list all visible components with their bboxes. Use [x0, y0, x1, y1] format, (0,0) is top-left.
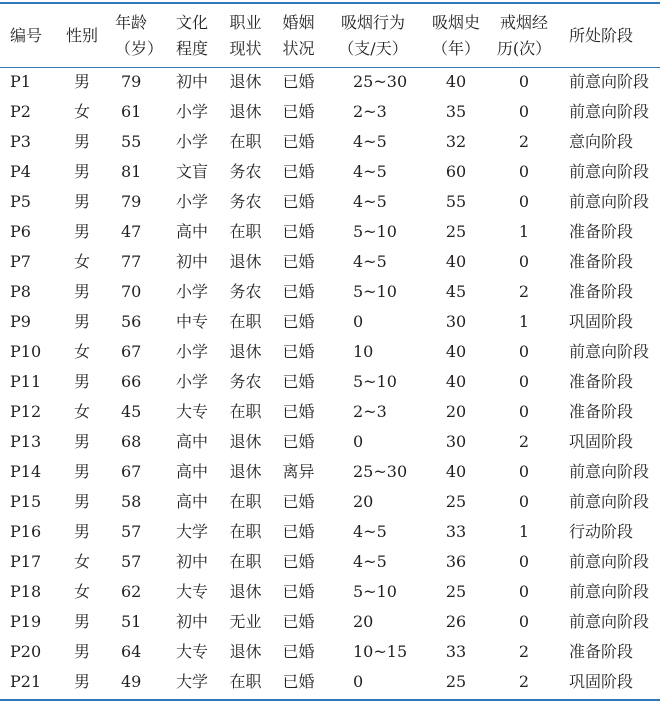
cell-occupation: 在职	[229, 492, 262, 511]
cell-education: 中专	[175, 312, 208, 331]
cell-stage: 前意向阶段	[569, 612, 650, 631]
header-quit	[491, 4, 557, 67]
cell-quit: 2	[518, 282, 530, 301]
cell-marital: 已婚	[282, 72, 315, 91]
cell-marital: 已婚	[282, 612, 315, 631]
header-quit-line1: 戒烟经	[499, 12, 548, 32]
header-marital	[272, 4, 325, 67]
cell-marital: 已婚	[282, 432, 315, 451]
header-history-line1: 吸烟史	[431, 12, 480, 32]
cell-occupation: 务农	[229, 372, 262, 391]
cell-history: 25	[445, 492, 467, 511]
cell-smoking: 2~3	[353, 102, 387, 121]
cell-education: 大专	[175, 402, 208, 421]
cell-quit: 0	[518, 492, 530, 511]
cell-sex: 男	[73, 282, 90, 301]
cell-smoking: 4~5	[353, 192, 387, 211]
cell-id: P1	[10, 72, 31, 91]
cell-smoking: 10	[353, 342, 374, 361]
cell-occupation: 在职	[229, 522, 262, 541]
cell-quit: 2	[518, 132, 530, 151]
cell-history: 40	[445, 372, 467, 391]
table-row	[0, 277, 660, 307]
cell-smoking: 20	[353, 492, 374, 511]
cell-marital: 已婚	[282, 282, 315, 301]
cell-quit: 2	[518, 672, 530, 691]
cell-smoking: 10~15	[353, 642, 408, 661]
cell-education: 小学	[175, 102, 208, 121]
cell-quit: 0	[518, 252, 530, 271]
header-row	[0, 4, 660, 67]
cell-age: 58	[121, 492, 142, 511]
cell-history: 40	[445, 72, 467, 91]
cell-history: 20	[445, 402, 467, 421]
cell-id: P14	[10, 462, 42, 481]
cell-quit: 0	[518, 342, 530, 361]
table-row	[0, 337, 660, 367]
cell-occupation: 无业	[229, 612, 262, 631]
table-row	[0, 607, 660, 637]
cell-id: P15	[10, 492, 42, 511]
cell-education: 大学	[175, 672, 208, 691]
cell-occupation: 退休	[229, 432, 262, 451]
cell-quit: 0	[518, 192, 530, 211]
cell-id: P2	[10, 102, 31, 121]
cell-marital: 已婚	[282, 372, 315, 391]
header-age	[109, 4, 165, 67]
cell-quit: 2	[518, 642, 530, 661]
cell-quit: 0	[518, 552, 530, 571]
cell-sex: 女	[73, 402, 90, 421]
cell-age: 57	[121, 522, 142, 541]
cell-age: 55	[121, 132, 142, 151]
cell-sex: 男	[73, 162, 90, 181]
cell-age: 67	[121, 342, 142, 361]
header-occupation-line2: 现状	[229, 38, 262, 58]
cell-age: 61	[121, 102, 142, 121]
cell-history: 25	[445, 672, 467, 691]
cell-id: P18	[10, 582, 42, 601]
cell-stage: 前意向阶段	[569, 342, 650, 361]
cell-stage: 前意向阶段	[569, 72, 650, 91]
cell-sex: 女	[73, 102, 90, 121]
cell-occupation: 在职	[229, 222, 262, 241]
cell-quit: 1	[518, 522, 530, 541]
cell-education: 小学	[175, 342, 208, 361]
cell-history: 60	[445, 162, 467, 181]
cell-id: P10	[10, 342, 42, 361]
cell-smoking: 0	[353, 312, 364, 331]
cell-education: 小学	[175, 192, 208, 211]
cell-quit: 0	[518, 402, 530, 421]
cell-history: 26	[445, 612, 467, 631]
cell-stage: 前意向阶段	[569, 462, 650, 481]
header-smoking	[325, 4, 421, 67]
table-row	[0, 517, 660, 547]
cell-marital: 已婚	[282, 552, 315, 571]
cell-stage: 巩固阶段	[569, 312, 634, 331]
cell-id: P12	[10, 402, 42, 421]
table-row	[0, 397, 660, 427]
cell-quit: 0	[518, 102, 530, 121]
cell-education: 高中	[175, 432, 208, 451]
cell-smoking: 0	[353, 432, 364, 451]
cell-marital: 已婚	[282, 492, 315, 511]
cell-education: 初中	[175, 612, 208, 631]
cell-sex: 男	[73, 222, 90, 241]
cell-sex: 男	[73, 462, 90, 481]
cell-age: 47	[121, 222, 142, 241]
cell-stage: 准备阶段	[569, 372, 634, 391]
cell-quit: 0	[518, 582, 530, 601]
cell-marital: 已婚	[282, 102, 315, 121]
cell-id: P7	[10, 252, 31, 271]
cell-occupation: 在职	[229, 132, 262, 151]
cell-history: 55	[445, 192, 467, 211]
cell-stage: 前意向阶段	[569, 582, 650, 601]
cell-history: 30	[445, 432, 467, 451]
cell-stage: 前意向阶段	[569, 162, 650, 181]
cell-occupation: 退休	[229, 102, 262, 121]
cell-stage: 行动阶段	[569, 522, 634, 541]
table-row	[0, 367, 660, 397]
cell-occupation: 退休	[229, 72, 262, 91]
cell-quit: 0	[518, 72, 530, 91]
cell-occupation: 务农	[229, 282, 262, 301]
header-education-line2: 程度	[175, 38, 208, 58]
header-history-line2: （年）	[431, 38, 480, 58]
table-row	[0, 487, 660, 517]
cell-sex: 男	[73, 72, 90, 91]
cell-age: 62	[121, 582, 142, 601]
table-row	[0, 427, 660, 457]
cell-smoking: 0	[353, 672, 364, 691]
cell-id: P17	[10, 552, 42, 571]
cell-history: 35	[445, 102, 467, 121]
header-marital-line2: 状况	[282, 38, 315, 58]
cell-marital: 已婚	[282, 312, 315, 331]
cell-smoking: 25~30	[353, 462, 408, 481]
table-row	[0, 217, 660, 247]
header-smoking-line2: （支/天）	[338, 38, 408, 58]
table-row	[0, 667, 660, 697]
cell-occupation: 退休	[229, 252, 262, 271]
cell-marital: 已婚	[282, 132, 315, 151]
cell-sex: 男	[73, 312, 90, 331]
cell-quit: 0	[518, 462, 530, 481]
cell-education: 初中	[175, 252, 208, 271]
cell-education: 高中	[175, 222, 208, 241]
cell-marital: 已婚	[282, 642, 315, 661]
cell-id: P6	[10, 222, 31, 241]
header-history	[421, 4, 491, 67]
cell-history: 33	[445, 642, 467, 661]
cell-education: 小学	[175, 132, 208, 151]
header-occupation	[219, 4, 272, 67]
cell-stage: 意向阶段	[569, 132, 634, 151]
cell-occupation: 退休	[229, 462, 262, 481]
cell-stage: 准备阶段	[569, 642, 634, 661]
cell-sex: 男	[73, 612, 90, 631]
cell-smoking: 4~5	[353, 552, 387, 571]
cell-history: 30	[445, 312, 467, 331]
cell-occupation: 在职	[229, 552, 262, 571]
cell-age: 64	[121, 642, 142, 661]
table-row	[0, 157, 660, 187]
cell-marital: 已婚	[282, 162, 315, 181]
cell-quit: 1	[518, 312, 530, 331]
cell-history: 40	[445, 342, 467, 361]
cell-age: 68	[121, 432, 142, 451]
table-row	[0, 547, 660, 577]
cell-history: 33	[445, 522, 467, 541]
table-row	[0, 67, 660, 97]
header-education	[165, 4, 219, 67]
cell-marital: 已婚	[282, 582, 315, 601]
table-body	[0, 67, 660, 697]
cell-sex: 男	[73, 372, 90, 391]
cell-history: 25	[445, 222, 467, 241]
header-occupation-line1: 职业	[229, 12, 262, 32]
cell-age: 57	[121, 552, 142, 571]
cell-quit: 0	[518, 162, 530, 181]
cell-smoking: 4~5	[353, 132, 387, 151]
cell-id: P16	[10, 522, 42, 541]
cell-occupation: 在职	[229, 312, 262, 331]
cell-stage: 前意向阶段	[569, 492, 650, 511]
cell-education: 文盲	[175, 162, 208, 181]
cell-smoking: 5~10	[353, 372, 397, 391]
cell-sex: 男	[73, 492, 90, 511]
header-quit-line2: 历(次）	[496, 38, 552, 58]
cell-sex: 女	[73, 342, 90, 361]
cell-education: 小学	[175, 282, 208, 301]
cell-age: 56	[121, 312, 142, 331]
cell-stage: 巩固阶段	[569, 432, 634, 451]
cell-id: P8	[10, 282, 31, 301]
cell-sex: 女	[73, 582, 90, 601]
header-smoking-line1: 吸烟行为	[340, 12, 405, 32]
cell-marital: 已婚	[282, 522, 315, 541]
cell-quit: 0	[518, 372, 530, 391]
table-row	[0, 577, 660, 607]
cell-history: 45	[445, 282, 467, 301]
cell-age: 79	[121, 72, 142, 91]
cell-smoking: 5~10	[353, 582, 397, 601]
cell-occupation: 退休	[229, 642, 262, 661]
cell-smoking: 2~3	[353, 402, 387, 421]
cell-marital: 已婚	[282, 222, 315, 241]
cell-age: 77	[121, 252, 142, 271]
cell-age: 70	[121, 282, 142, 301]
cell-education: 小学	[175, 372, 208, 391]
cell-age: 45	[121, 402, 142, 421]
cell-stage: 前意向阶段	[569, 192, 650, 211]
cell-stage: 前意向阶段	[569, 552, 650, 571]
cell-stage: 前意向阶段	[569, 102, 650, 121]
cell-smoking: 20	[353, 612, 374, 631]
cell-sex: 男	[73, 132, 90, 151]
cell-marital: 已婚	[282, 252, 315, 271]
cell-sex: 女	[73, 252, 90, 271]
cell-stage: 准备阶段	[569, 222, 634, 241]
cell-occupation: 退休	[229, 582, 262, 601]
cell-education: 大学	[175, 522, 208, 541]
cell-smoking: 5~10	[353, 282, 397, 301]
cell-sex: 男	[73, 192, 90, 211]
cell-education: 大专	[175, 642, 208, 661]
cell-smoking: 4~5	[353, 252, 387, 271]
table-row	[0, 187, 660, 217]
cell-marital: 已婚	[282, 672, 315, 691]
cell-occupation: 务农	[229, 192, 262, 211]
cell-marital: 已婚	[282, 402, 315, 421]
table-row	[0, 457, 660, 487]
cell-quit: 0	[518, 612, 530, 631]
cell-id: P9	[10, 312, 31, 331]
table-header	[0, 4, 660, 67]
header-education-line1: 文化	[175, 12, 208, 32]
cell-id: P11	[10, 372, 42, 391]
cell-occupation: 退休	[229, 342, 262, 361]
cell-stage: 准备阶段	[569, 402, 634, 421]
cell-quit: 2	[518, 432, 530, 451]
header-sex: 性别	[65, 26, 98, 45]
cell-education: 高中	[175, 462, 208, 481]
cell-history: 40	[445, 252, 467, 271]
table-bottom-rule	[0, 699, 660, 701]
table-row	[0, 637, 660, 667]
cell-occupation: 务农	[229, 162, 262, 181]
cell-sex: 男	[73, 642, 90, 661]
header-age-line2: （岁）	[115, 38, 164, 58]
cell-education: 初中	[175, 552, 208, 571]
cell-history: 32	[445, 132, 467, 151]
header-stage: 所处阶段	[569, 26, 634, 45]
cell-id: P4	[10, 162, 31, 181]
cell-education: 初中	[175, 72, 208, 91]
cell-sex: 男	[73, 672, 90, 691]
cell-marital: 离异	[282, 462, 315, 481]
cell-marital: 已婚	[282, 192, 315, 211]
cell-stage: 准备阶段	[569, 282, 634, 301]
cell-sex: 男	[73, 432, 90, 451]
participants-table	[0, 4, 660, 697]
cell-id: P3	[10, 132, 31, 151]
cell-smoking: 5~10	[353, 222, 397, 241]
cell-id: P5	[10, 192, 31, 211]
cell-age: 67	[121, 462, 142, 481]
cell-age: 81	[121, 162, 142, 181]
cell-history: 36	[445, 552, 467, 571]
cell-id: P20	[10, 642, 42, 661]
cell-age: 66	[121, 372, 142, 391]
cell-age: 79	[121, 192, 142, 211]
header-marital-line1: 婚姻	[282, 12, 315, 32]
cell-occupation: 在职	[229, 672, 262, 691]
cell-age: 51	[121, 612, 142, 631]
cell-history: 25	[445, 582, 467, 601]
cell-smoking: 25~30	[353, 72, 408, 91]
cell-id: P21	[10, 672, 42, 691]
table-row	[0, 247, 660, 277]
cell-age: 49	[121, 672, 142, 691]
cell-sex: 男	[73, 522, 90, 541]
cell-sex: 女	[73, 552, 90, 571]
cell-stage: 准备阶段	[569, 252, 634, 271]
cell-occupation: 在职	[229, 402, 262, 421]
table-row	[0, 307, 660, 337]
cell-smoking: 4~5	[353, 162, 387, 181]
cell-quit: 1	[518, 222, 530, 241]
cell-history: 40	[445, 462, 467, 481]
cell-education: 大专	[175, 582, 208, 601]
header-age-line1: 年龄	[115, 12, 148, 32]
cell-marital: 已婚	[282, 342, 315, 361]
cell-id: P13	[10, 432, 42, 451]
cell-stage: 巩固阶段	[569, 672, 634, 691]
table-row	[0, 97, 660, 127]
table-row	[0, 127, 660, 157]
cell-education: 高中	[175, 492, 208, 511]
cell-smoking: 4~5	[353, 522, 387, 541]
header-id: 编号	[10, 26, 43, 45]
cell-id: P19	[10, 612, 42, 631]
